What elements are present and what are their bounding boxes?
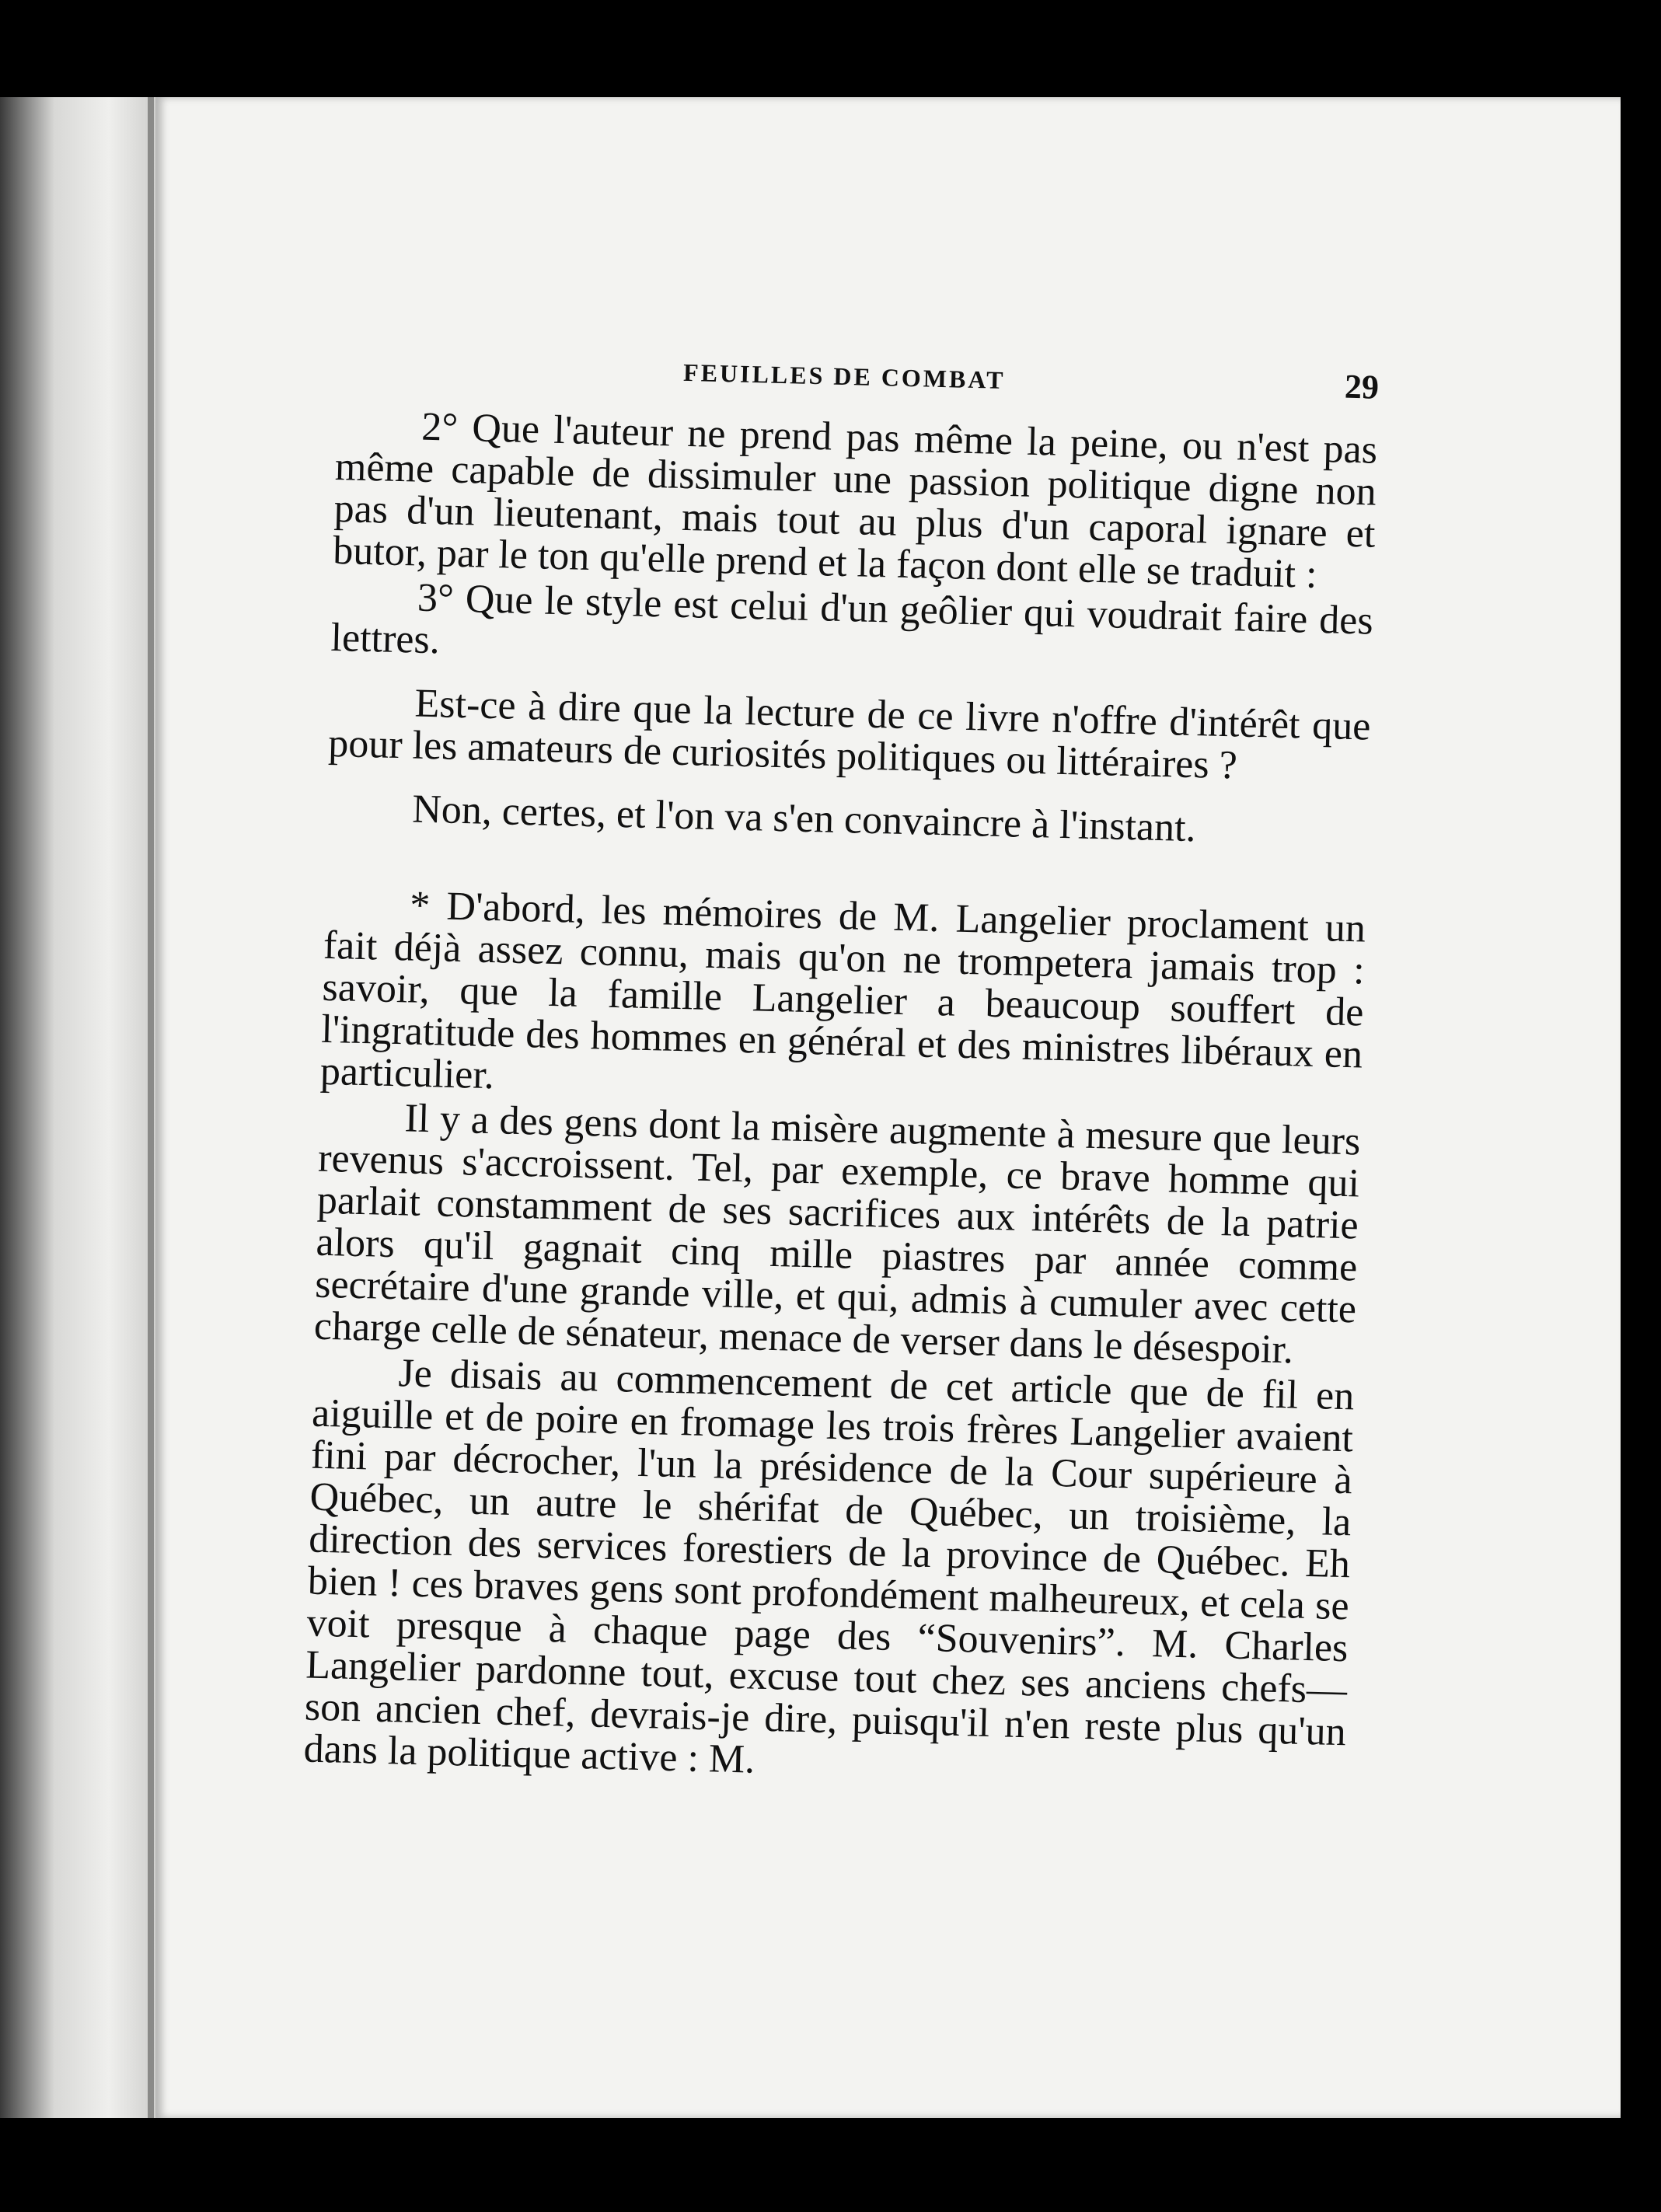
page-text-block xyxy=(303,342,1380,1795)
paragraph-question: Est-ce à dire que la lecture de ce livre n'offre d'intérêt que pour les amateurs de curiosités politiques ou littéraires ? xyxy=(327,681,1371,788)
paragraph-point-3: 3° Que le style est celui d'un geôlier qui voudrait faire des lettres. xyxy=(330,575,1374,663)
running-title: FEUILLES DE COMBAT xyxy=(682,358,1006,394)
paragraph-answer: Non, certes, et l'on va s'en convaincre à l'instant. xyxy=(411,787,1197,851)
paragraph-dabord: * D'abord, les mémoires de M. Langelier proclament un fait déjà assez connu, mais qu'on ne trompetera jamais trop : savoir, que la famille Langelier a beaucoup souffert de l'ingratitude des hommes en général et des ministres libéraux en particulier. xyxy=(319,883,1366,1098)
paragraph-il-y-a: Il y a des gens dont la misère augmente à mesure que leurs revenus s'accroissent. Tel, par exemple, ce brave homme qui parlait constamment de ses sacrifices aux intérêts de la patrie alors qu'il gagnait cinq mille piastres par année comme secrétaire d'une grande ville, et qui, admis à cumuler avec cette charge celle de sénateur, menace de verser dans le désespoir. xyxy=(313,1096,1361,1373)
paragraph-je-disais: Je disais au commencement de cet article que de fil en aiguille et de poire en fromage les trois frères Langelier avaient fini par décrocher, l'un la présidence de la Cour supérieure à Québec, un autre le shérifat de Québec, un troisième, la direction des services forestiers de la province de Québec. Eh bien ! ces braves gens sont profondément malheureux, et cela se voit presque à chaque page des “Souvenirs”. M. Charles Langelier pardonne tout, excuse tout chez ses anciens chefs—son ancien chef, devrais-je dire, puisqu'il n'en reste plus qu'un dans la politique active : M. xyxy=(303,1351,1355,1782)
paragraph-point-2: 2° Que l'auteur ne prend pas même la peine, ou n'est pas même capable de dissimuler une passion politique digne non pas d'un lieutenant, mais tout au plus d'un caporal ignare et butor, par le ton qu'elle prend et la façon dont elle se traduit : xyxy=(332,404,1378,597)
facing-page-edge xyxy=(0,97,155,2118)
page-number: 29 xyxy=(1344,367,1380,406)
book-spine xyxy=(148,97,154,2118)
